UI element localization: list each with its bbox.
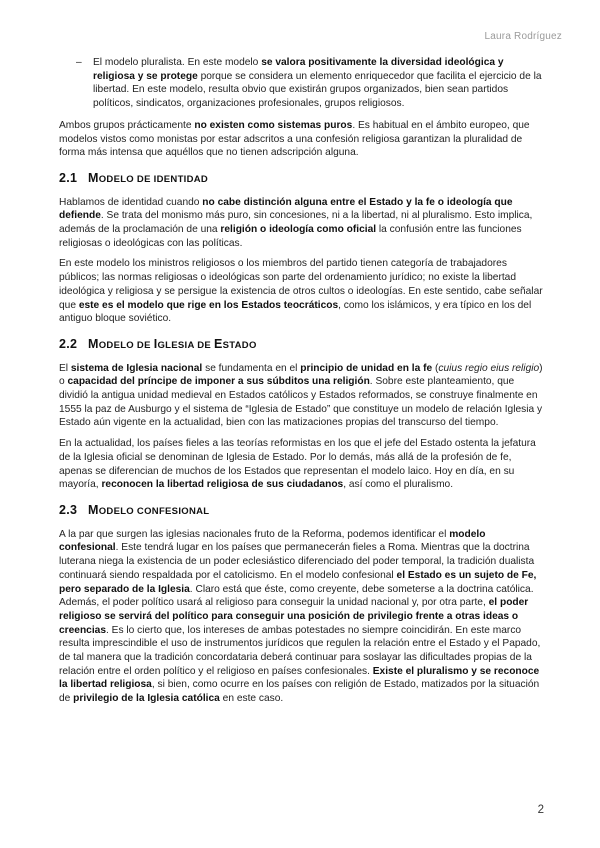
intro-paragraph: Ambos grupos prácticamente no existen como sistemas puros. Es habitual en el ámbito europeo, que modelos vistos como monistas por estar adscritos a una confesión religiosa garantizan la pluralidad de forma más intensa que aquéllos que no tienen adscripción alguna. — [59, 119, 530, 159]
section-number: 2.3 — [59, 502, 78, 517]
section-heading-2-3: 2.3 MODELO CONFESIONAL — [59, 502, 210, 517]
section-number: 2.2 — [59, 336, 78, 351]
paragraph-identity-2: En este modelo los ministros religiosos o los miembros del partido tienen categoría de trabajadores públicos; las normas religiosas o ideológicas son parte del ordenamiento jurídico; no existe la libertad ideológica y religiosa y se persigue la existencia de otros cultos o ideologías. En este sentido, cabe señalar que este es el modelo que rige en los Estados teocráticos, como los islámicos, y era típico en los del antiguo bloque soviético. — [59, 258, 543, 325]
paragraph-state-church-1: El sistema de Iglesia nacional se fundamenta en el principio de unidad en la fe (cuius regio eius religio) o capacidad del príncipe de imponer a sus súbditos una religión. Sobre este planteamiento, que dividió la antigua unidad medieval en Estados católicos y Estados reformados, se construye finalmente en 1555 la paz de Ausburgo y el sistema de “Iglesia de Estado” que constituye un modelo de relación Iglesia y Estado aún vigente en la actualidad, bien con las matizaciones propias del transcurso del tiempo. — [59, 362, 543, 429]
section-heading-2-1: 2.1 MODELO DE IDENTIDAD — [59, 170, 209, 185]
paragraph-state-church-2: En la actualidad, los países fieles a las teorías reformistas en los que el jefe del Estado ostenta la jefatura de la Iglesia oficial se denominan de Iglesia de Estado. Por lo demás, más allá de la profesión de fe, apenas se diferencian de muchos de los Estados que representan el modelo laico. Hoy en día, en su mayoría, reconocen la libertad religiosa de sus ciudadanos, así como el pluralismo. — [59, 438, 536, 491]
bullet-text: El modelo pluralista. En este modelo se valora positivamente la diversidad ideológica y religiosa y se protege porque se considera un elemento enriquecedor que facilita el ejercicio de la libertad. En este modelo, resulta obvio que existirán grupos organizados, bien sean partidos políticos, sindicatos, organizaciones profesionales, grupos religiosos. — [93, 57, 542, 110]
page-content — [59, 56, 545, 713]
section-number: 2.1 — [59, 170, 78, 185]
section-heading-2-2: 2.2 MODELO DE IGLESIA DE ESTADO — [59, 336, 257, 351]
paragraph-identity-1: Hablamos de identidad cuando no cabe distinción alguna entre el Estado y la fe o ideología que defiende. Se trata del monismo más puro, sin concesiones, ni a la libertad, ni al pluralismo. Esto implica, además de la proclamación de una religión o ideología como oficial la confusión entre las funciones religiosas o ideológicas con las políticas. — [59, 196, 533, 249]
bullet-dash: – — [76, 57, 82, 68]
bullet-pluralist-model — [59, 56, 545, 111]
paragraph-confessional-1: A la par que surgen las iglesias nacionales fruto de la Reforma, podemos identificar el modelo confesional. Este tendrá lugar en los países que permanecerán fieles a Roma. Mientras que la doctrina luterana niega la existencia de un poder eclesiástico diferenciado del poder temporal, la tradición dualista continuará siendo respaldada por el catolicismo. En el modelo confesional el Estado es un sujeto de Fe, pero separado de la Iglesia. Claro está que éste, como creyente, debe someterse a la doctrina católica. Además, el poder político usará al religioso para conseguir la unidad nacional y, por otra parte, el poder religioso se servirá del político para conseguir una posición de privilegio frente a otras ideas o creencias. Es lo cierto que, los intereses de ambas potestades no siempre coincidirán. En este marco resulta imprescindible el uso de instrumentos jurídicos que regulen la relación entre el Estado y el Papado, de tal manera que la tradición concordataria deberá continuar para soslayar las dificultades propias de la relación entre el orden político y el religioso en países confesionales. Existe el pluralismo y se reconoce la libertad religiosa, si bien, como ocurre en los países con religión de Estado, matizados por la situación de privilegio de la Iglesia católica en este caso. — [59, 528, 541, 705]
page-number: 2 — [537, 804, 544, 816]
header-author: Laura Rodríguez — [484, 31, 562, 42]
